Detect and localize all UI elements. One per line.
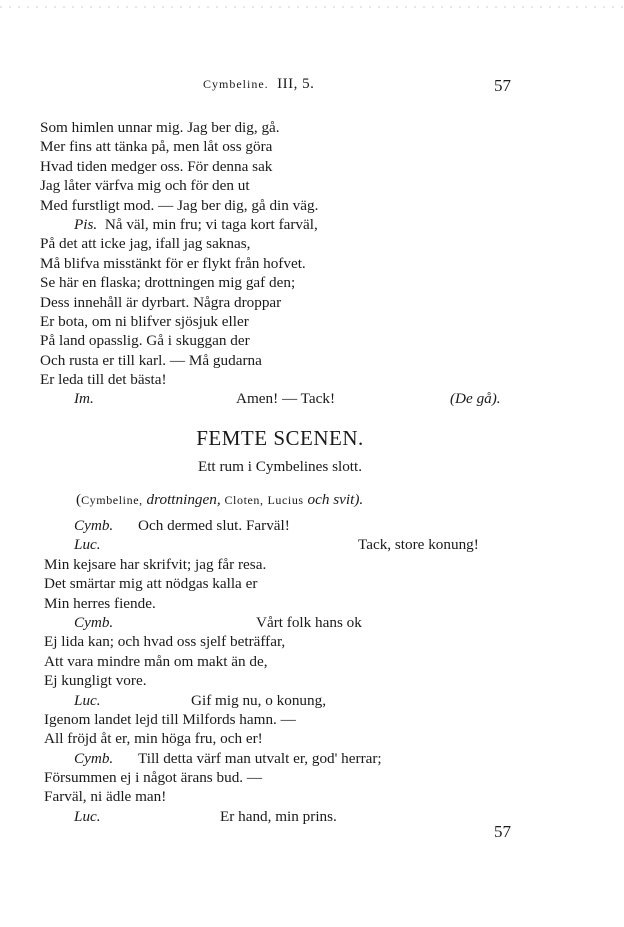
- verse-line: Jag låter värfva mig och för den ut: [40, 177, 250, 195]
- verse-line: Med furstligt mod. — Jag ber dig, gå din väg.: [40, 196, 319, 214]
- speaker-cymb: Cymb.: [74, 613, 114, 631]
- running-head-act-scene: III, 5.: [277, 76, 315, 92]
- speech-cymb: [44, 516, 544, 535]
- verse-line: Igenom landet lejd till Milfords hamn. —: [44, 710, 296, 728]
- speaker-luc: Luc.: [74, 536, 101, 554]
- verse-line: All fröjd åt er, min höga fru, och er!: [44, 730, 263, 748]
- verse-line: Försummen ej i något ärans bud. —: [44, 769, 263, 787]
- stage-direction: (De gå).: [450, 390, 501, 408]
- speech-luc: [44, 691, 544, 710]
- verse-block-dialogue: [44, 516, 544, 826]
- speech-text: Er hand, min prins.: [220, 807, 337, 825]
- verse-line: Er leda till det bästa!: [40, 371, 167, 389]
- scan-edge-artifact: [0, 6, 624, 8]
- speech-luc: [44, 807, 544, 826]
- speaker-im: Im.: [74, 390, 94, 408]
- character-queen: drottningen,: [146, 491, 221, 508]
- verse-block-a: [40, 118, 540, 409]
- speaker-cymb: Cymb.: [74, 749, 114, 767]
- speech-pis: [40, 215, 540, 234]
- character-list: (Cymbeline, drottningen, Cloten, Lucius och svit).: [76, 491, 364, 508]
- character-retinue: och svit).: [307, 491, 364, 508]
- speech-text: Till detta värf man utvalt er, god' herrar;: [138, 749, 382, 767]
- verse-line: Min kejsare har skrifvit; jag får resa.: [44, 555, 267, 573]
- speech-text: Nå väl, min fru; vi taga kort farväl,: [104, 215, 318, 233]
- verse-line: Min herres fiende.: [44, 594, 156, 612]
- verse-line: Att vara mindre mån om makt än de,: [44, 652, 268, 670]
- speaker-cymb: Cymb.: [74, 517, 114, 534]
- speech-luc: [44, 535, 544, 554]
- scene-heading: FEMTE SCENEN.: [196, 426, 364, 450]
- speech-text: Amen! — Tack!: [236, 390, 336, 408]
- speech-text: Gif mig nu, o konung,: [191, 691, 326, 709]
- verse-line: Dess innehåll är dyrbart. Några droppar: [40, 293, 282, 311]
- verse-line: På land opasslig. Gå i skuggan der: [40, 332, 250, 350]
- running-head-play: Cymbeline.: [203, 77, 269, 91]
- speech-im: [40, 389, 540, 408]
- character-cloten: Cloten,: [224, 493, 264, 507]
- speech-cymb: [44, 749, 544, 768]
- scene-setting: Ett rum i Cymbelines slott.: [197, 458, 363, 475]
- verse-line: Som himlen unnar mig. Jag ber dig, gå.: [40, 119, 280, 136]
- verse-line: Ej lida kan; och hvad oss sjelf beträffar,: [44, 633, 286, 651]
- verse-line: Er bota, om ni blifver sjösjuk eller: [40, 312, 249, 330]
- speaker-luc: Luc.: [74, 807, 101, 825]
- speech-cymb: [44, 613, 544, 632]
- running-head-page-number: 57: [494, 76, 511, 95]
- verse-line: Ej kungligt vore.: [44, 672, 147, 690]
- verse-line: Se här en flaska; drottningen mig gaf den;: [40, 274, 296, 292]
- verse-line: Farväl, ni ädle man!: [44, 788, 167, 806]
- speech-text: Vårt folk hans ok: [256, 613, 362, 631]
- verse-line: Det smärtar mig att nödgas kalla er: [44, 575, 258, 593]
- running-head-title: [203, 76, 314, 93]
- character-cymbeline: Cymbeline,: [81, 493, 143, 507]
- speaker-luc: Luc.: [74, 691, 101, 709]
- verse-line: På det att icke jag, ifall jag saknas,: [40, 235, 251, 253]
- speech-text: Tack, store konung!: [358, 536, 479, 554]
- speaker-pis: Pis.: [74, 215, 98, 233]
- speech-text: Och dermed slut. Farväl!: [138, 517, 290, 534]
- verse-line: Och rusta er till karl. — Må gudarna: [40, 351, 262, 369]
- verse-line: Må blifva misstänkt för er flykt från hofvet.: [40, 254, 306, 272]
- footer-page-number: 57: [494, 822, 511, 841]
- verse-line: Mer fins att tänka på, men låt oss göra: [40, 138, 273, 156]
- verse-line: Hvad tiden medger oss. För denna sak: [40, 157, 273, 175]
- character-lucius: Lucius: [267, 493, 304, 507]
